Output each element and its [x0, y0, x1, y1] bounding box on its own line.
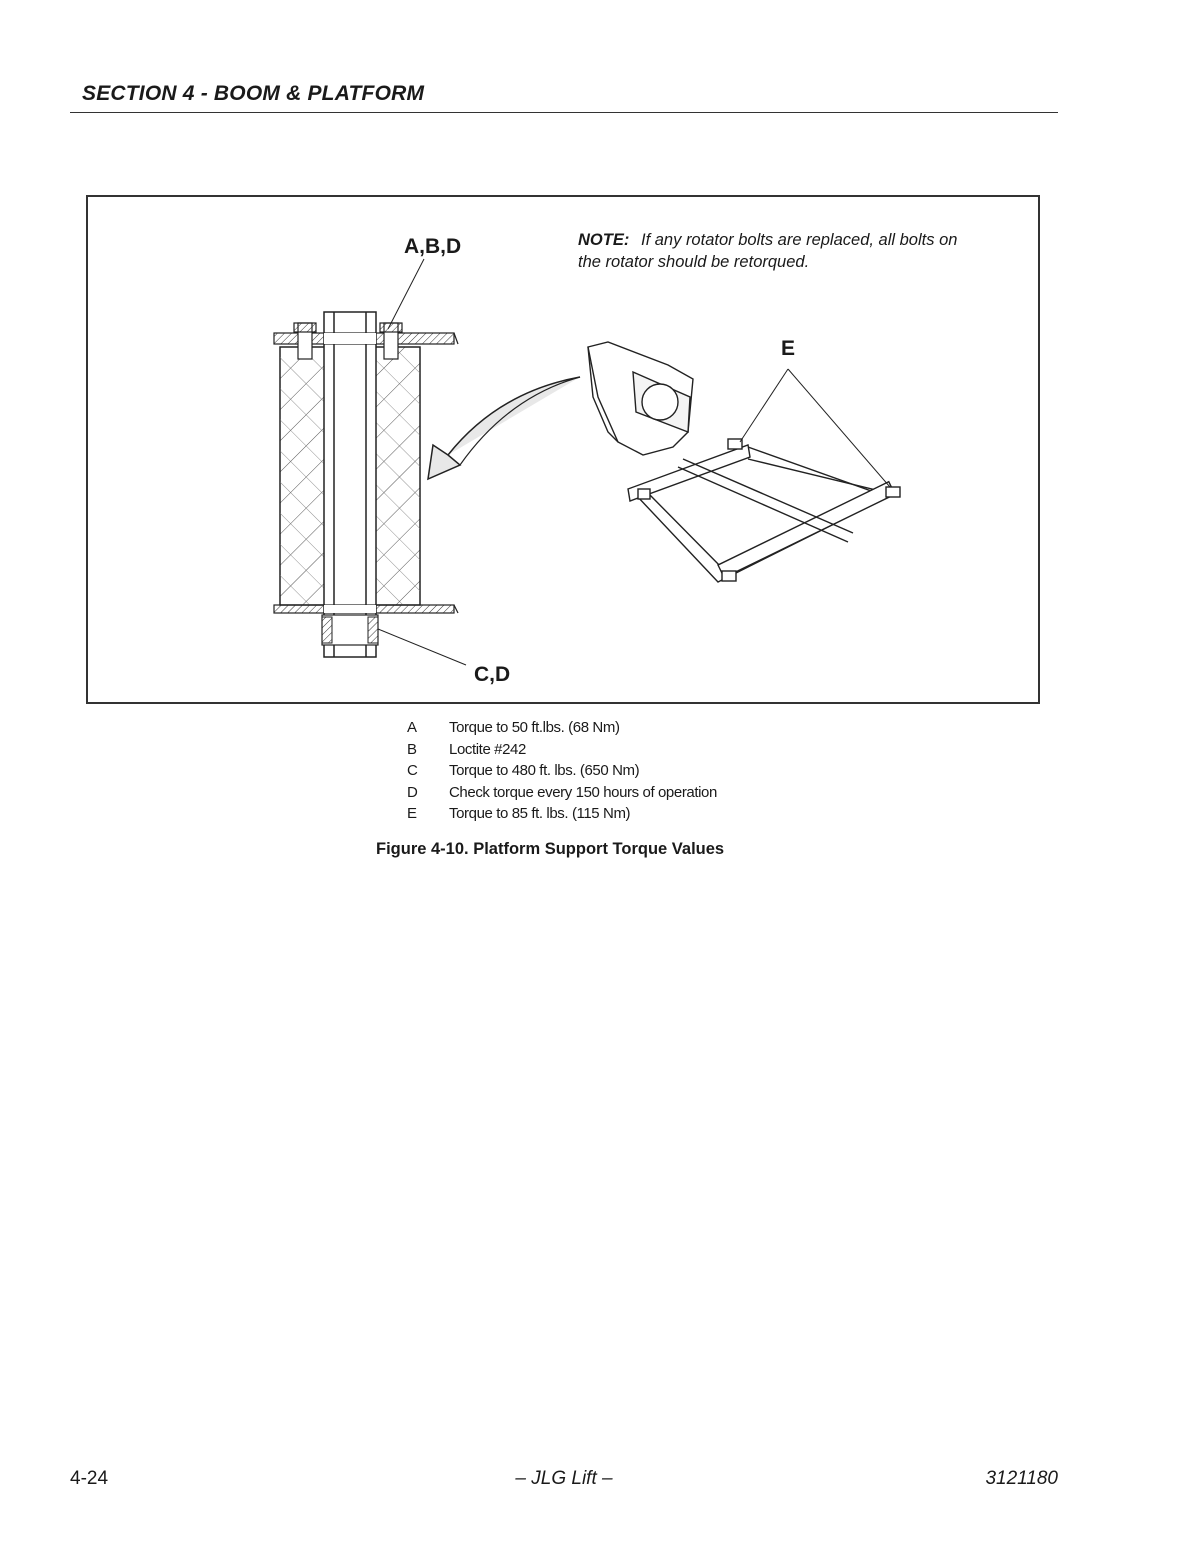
- legend-key: D: [407, 783, 418, 801]
- note-label: NOTE:: [578, 231, 630, 249]
- legend-item: [407, 760, 717, 782]
- legend-text: Loctite #242: [449, 740, 526, 758]
- page-number: 4-24: [70, 1468, 109, 1489]
- figure-caption: Figure 4-10. Platform Support Torque Values: [376, 840, 725, 858]
- legend-text: Torque to 85 ft. lbs. (115 Nm): [449, 805, 631, 822]
- rotator-assembly: [588, 342, 900, 582]
- legend-text: Check torque every 150 hours of operation: [449, 783, 717, 801]
- note-text: If any rotator bolts are replaced, all bolts on the rotator should be retorqued.: [578, 231, 958, 271]
- section-title: SECTION 4 - BOOM & PLATFORM: [82, 82, 425, 105]
- legend-text: Torque to 50 ft.lbs. (68 Nm): [449, 719, 620, 736]
- figure-legend: [407, 717, 717, 825]
- legend-key: A: [407, 719, 417, 736]
- legend-item: [407, 717, 717, 739]
- legend-item: [407, 803, 717, 825]
- callout-abd: A,B,D: [404, 235, 462, 258]
- callout-cd: C,D: [474, 663, 511, 686]
- legend-key: B: [407, 740, 417, 758]
- document-number: 3121180: [985, 1468, 1058, 1489]
- rotator-note: [578, 229, 978, 273]
- legend-item: [407, 739, 717, 761]
- header-rule: [70, 112, 1058, 113]
- legend-key: E: [407, 805, 417, 822]
- legend-item: [407, 782, 717, 804]
- callout-e: E: [781, 337, 796, 360]
- view-direction-arrow: [428, 377, 580, 479]
- footer-title: – JLG Lift –: [515, 1468, 613, 1489]
- legend-text: Torque to 480 ft. lbs. (650 Nm): [449, 762, 640, 779]
- legend-key: C: [407, 762, 418, 779]
